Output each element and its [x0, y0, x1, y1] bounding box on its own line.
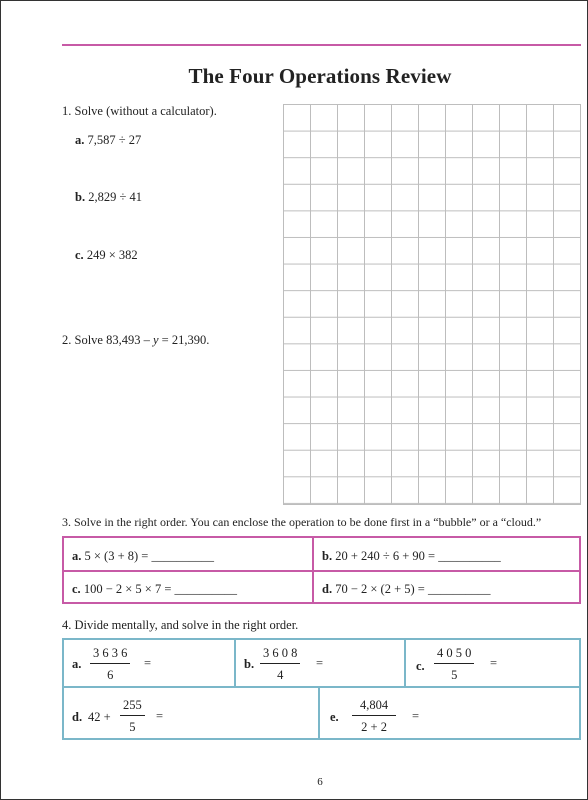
q3-item-c — [72, 582, 237, 597]
fraction — [120, 698, 145, 735]
q2-text-before: 2. Solve 83,493 – — [62, 333, 153, 347]
q3-prompt: 3. Solve in the right order. You can enclose the operation to be done first in a “bubble” or a “cloud.” — [62, 515, 542, 529]
numerator: 4,804 — [360, 698, 389, 712]
item-expression: 7,587 ÷ 27 — [87, 133, 142, 147]
item-expression: 2,829 ÷ 41 — [88, 190, 142, 204]
item-expression: 249 × 382 — [86, 248, 138, 262]
numerator: 3 6 0 8 — [263, 646, 298, 660]
q3-box — [62, 536, 581, 604]
q2-prompt — [62, 333, 209, 348]
fraction — [352, 698, 396, 735]
item-label: c. — [72, 582, 81, 596]
fraction — [260, 646, 300, 683]
denominator: 2 + 2 — [361, 720, 387, 734]
page-number: 6 — [317, 776, 323, 788]
item-label: b. — [75, 190, 86, 204]
q4-cell-b — [234, 638, 406, 688]
item-expression: 5 × (3 + 8) = __________ — [84, 549, 214, 563]
item-label: d. — [72, 710, 83, 724]
fraction — [90, 646, 130, 683]
denominator: 6 — [107, 668, 114, 682]
work-grid[interactable] — [283, 104, 581, 505]
equals-sign: = — [490, 656, 498, 670]
page-title: The Four Operations Review — [188, 64, 452, 88]
q1-item-c — [75, 248, 138, 263]
fraction-bar — [352, 715, 396, 716]
item-label: b. — [244, 657, 255, 671]
equals-sign: = — [144, 656, 152, 670]
fraction-bar — [120, 715, 145, 716]
item-label: c. — [416, 659, 425, 673]
item-label: c. — [75, 248, 84, 262]
denominator: 4 — [277, 668, 284, 682]
item-label: e. — [330, 710, 339, 724]
numerator: 3 6 3 6 — [93, 646, 128, 660]
q2-variable: y — [152, 333, 159, 347]
item-label: a. — [72, 549, 82, 563]
q3-divider-horizontal — [64, 570, 579, 572]
equals-sign: = — [156, 709, 164, 723]
fraction-bar — [90, 663, 130, 664]
header-rule — [62, 44, 581, 46]
item-expression: 20 + 240 ÷ 6 + 90 = __________ — [335, 549, 501, 563]
q4-cell-e — [318, 686, 581, 740]
q3-item-a — [72, 549, 214, 564]
equals-sign: = — [316, 656, 324, 670]
q4-cell-d — [62, 686, 320, 740]
item-expression: 100 − 2 × 5 × 7 = __________ — [83, 582, 238, 596]
numerator: 255 — [123, 698, 142, 712]
q4-cell-c — [404, 638, 581, 688]
q4-cell-a — [62, 638, 236, 688]
denominator: 5 — [129, 720, 136, 734]
q1-item-b — [75, 190, 142, 205]
item-label: b. — [322, 549, 333, 563]
equals-sign: = — [412, 709, 420, 723]
q2-text-after: = 21,390. — [158, 333, 210, 347]
item-label: d. — [322, 582, 333, 596]
denominator: 5 — [451, 668, 458, 682]
fraction-bar — [434, 663, 474, 664]
prefix-term: 42 + — [88, 710, 111, 724]
q1-prompt: 1. Solve (without a calculator). — [62, 104, 217, 118]
fraction — [434, 646, 474, 683]
q4-prompt: 4. Divide mentally, and solve in the right order. — [62, 618, 299, 632]
q3-item-d — [322, 582, 490, 597]
numerator: 4 0 5 0 — [437, 646, 472, 660]
item-label: a. — [75, 133, 85, 147]
q3-item-b — [322, 549, 501, 564]
q1-item-a — [75, 133, 141, 148]
fraction-bar — [260, 663, 300, 664]
item-expression: 70 − 2 × (2 + 5) = __________ — [335, 582, 491, 596]
item-label: a. — [72, 657, 82, 671]
